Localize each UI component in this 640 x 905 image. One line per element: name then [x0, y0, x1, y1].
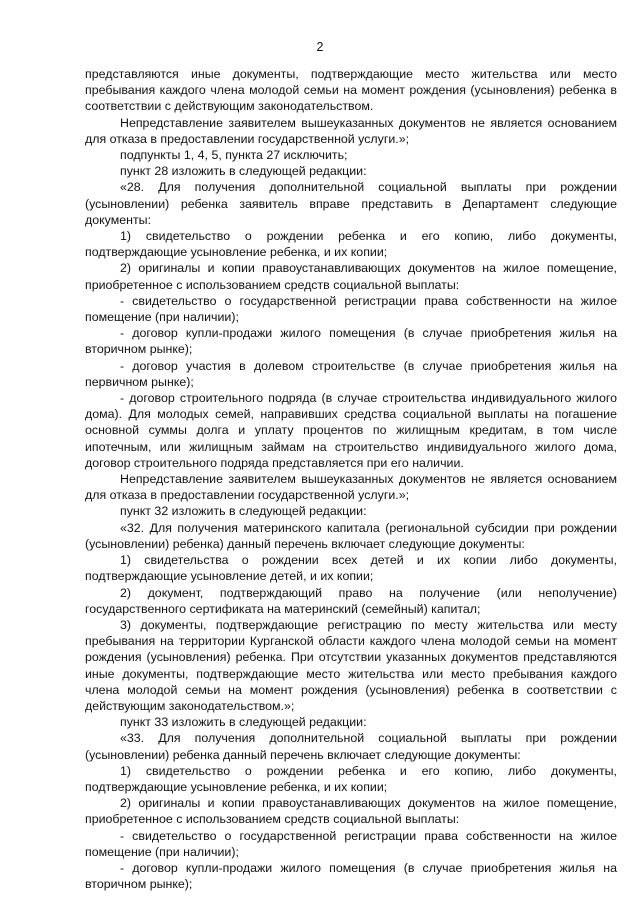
paragraph: Непредставление заявителем вышеуказанных документов не является основанием для отказа в предоставлении государственной услуги.»;: [85, 115, 617, 146]
document-body: [85, 66, 617, 892]
paragraph: - договор купли-продажи жилого помещения (в случае приобретения жилья на вторичном рынке);: [85, 326, 617, 357]
paragraph: представляются иные документы, подтверждающие место жительства или место пребывания каждого члена молодой семьи на момент рождения (усыновления) ребенка в соответствии с действующим законодательством.: [85, 67, 617, 114]
paragraph: пункт 32 изложить в следующей редакции:: [120, 504, 367, 519]
paragraph: - свидетельство о государственной регистрации права собственности на жилое помещение (при наличии);: [85, 293, 617, 325]
paragraph: - свидетельство о государственной регистрации права собственности на жилое помещение (при наличии);: [85, 828, 617, 859]
paragraph: «28. Для получения дополнительной социальной выплаты при рождении (усыновлении) ребенка заявитель вправе представить в Департамент следующие документы:: [85, 180, 617, 227]
paragraph: - договор купли-продажи жилого помещения (в случае приобретения жилья на вторичном рынке);: [85, 860, 617, 892]
paragraph: - договор участия в долевом строительстве (в случае приобретения жилья на первичном рынке);: [85, 358, 617, 389]
page-number: 2: [316, 40, 324, 54]
paragraph: 2) оригиналы и копии правоустанавливающих документов на жилое помещение, приобретенное с использованием средств социальной выплаты:: [85, 261, 617, 292]
paragraph: - договор строительного подряда (в случае строительства индивидуального жилого дома). Для молодых семей, направивших средства социальной выплаты на погашение основной суммы долга и уплату процентов по жилищным кредитам, в том числе ипотечным, или жилищным займам на строительство индивидуального жилого дома, договор строительного подряда представляется при его наличии.: [85, 391, 617, 470]
paragraph: 3) документы, подтверждающие регистрацию по месту жительства или месту пребывания на территории Курганской области каждого члена молодой семьи на момент рождения (усыновления) ребенка. При отсутствии указанных документов представляются иные документы, подтверждающие место жительства или место пребывания каждого члена молодой семьи на момент рождения (усыновления) ребенка в соответствии с действующим законодательством.»;: [85, 617, 617, 713]
paragraph: 1) свидетельство о рождении ребенка и его копию, либо документы, подтверждающие усыновление ребенка, и их копии;: [85, 763, 617, 794]
paragraph: 2) документ, подтверждающий право на получение (или неполучение) государственного сертификата на материнский (семейный) капитал;: [85, 585, 617, 616]
paragraph: пункт 33 изложить в следующей редакции:: [120, 715, 367, 730]
paragraph: «32. Для получения материнского капитала (региональной субсидии при рождении (усыновлении) ребенка) данный перечень включает следующие документы:: [85, 520, 617, 551]
paragraph: пункт 28 изложить в следующей редакции:: [120, 164, 367, 179]
paragraph: «33. Для получения дополнительной социальной выплаты при рождении (усыновлении) ребенка данный перечень включает следующие документы:: [85, 731, 617, 762]
paragraph: подпункты 1, 4, 5, пункта 27 исключить;: [120, 148, 348, 163]
paragraph: 1) свидетельство о рождении ребенка и его копию, либо документы, подтверждающие усыновление ребенка, и их копии;: [85, 229, 617, 260]
paragraph: 1) свидетельства о рождении всех детей и их копии либо документы, подтверждающие усыновление детей, и их копии;: [85, 553, 617, 584]
paragraph: 2) оригиналы и копии правоустанавливающих документов на жилое помещение, приобретенное с использованием средств социальной выплаты:: [85, 796, 617, 827]
paragraph: Непредставление заявителем вышеуказанных документов не является основанием для отказа в предоставлении государственной услуги.»;: [85, 472, 617, 503]
